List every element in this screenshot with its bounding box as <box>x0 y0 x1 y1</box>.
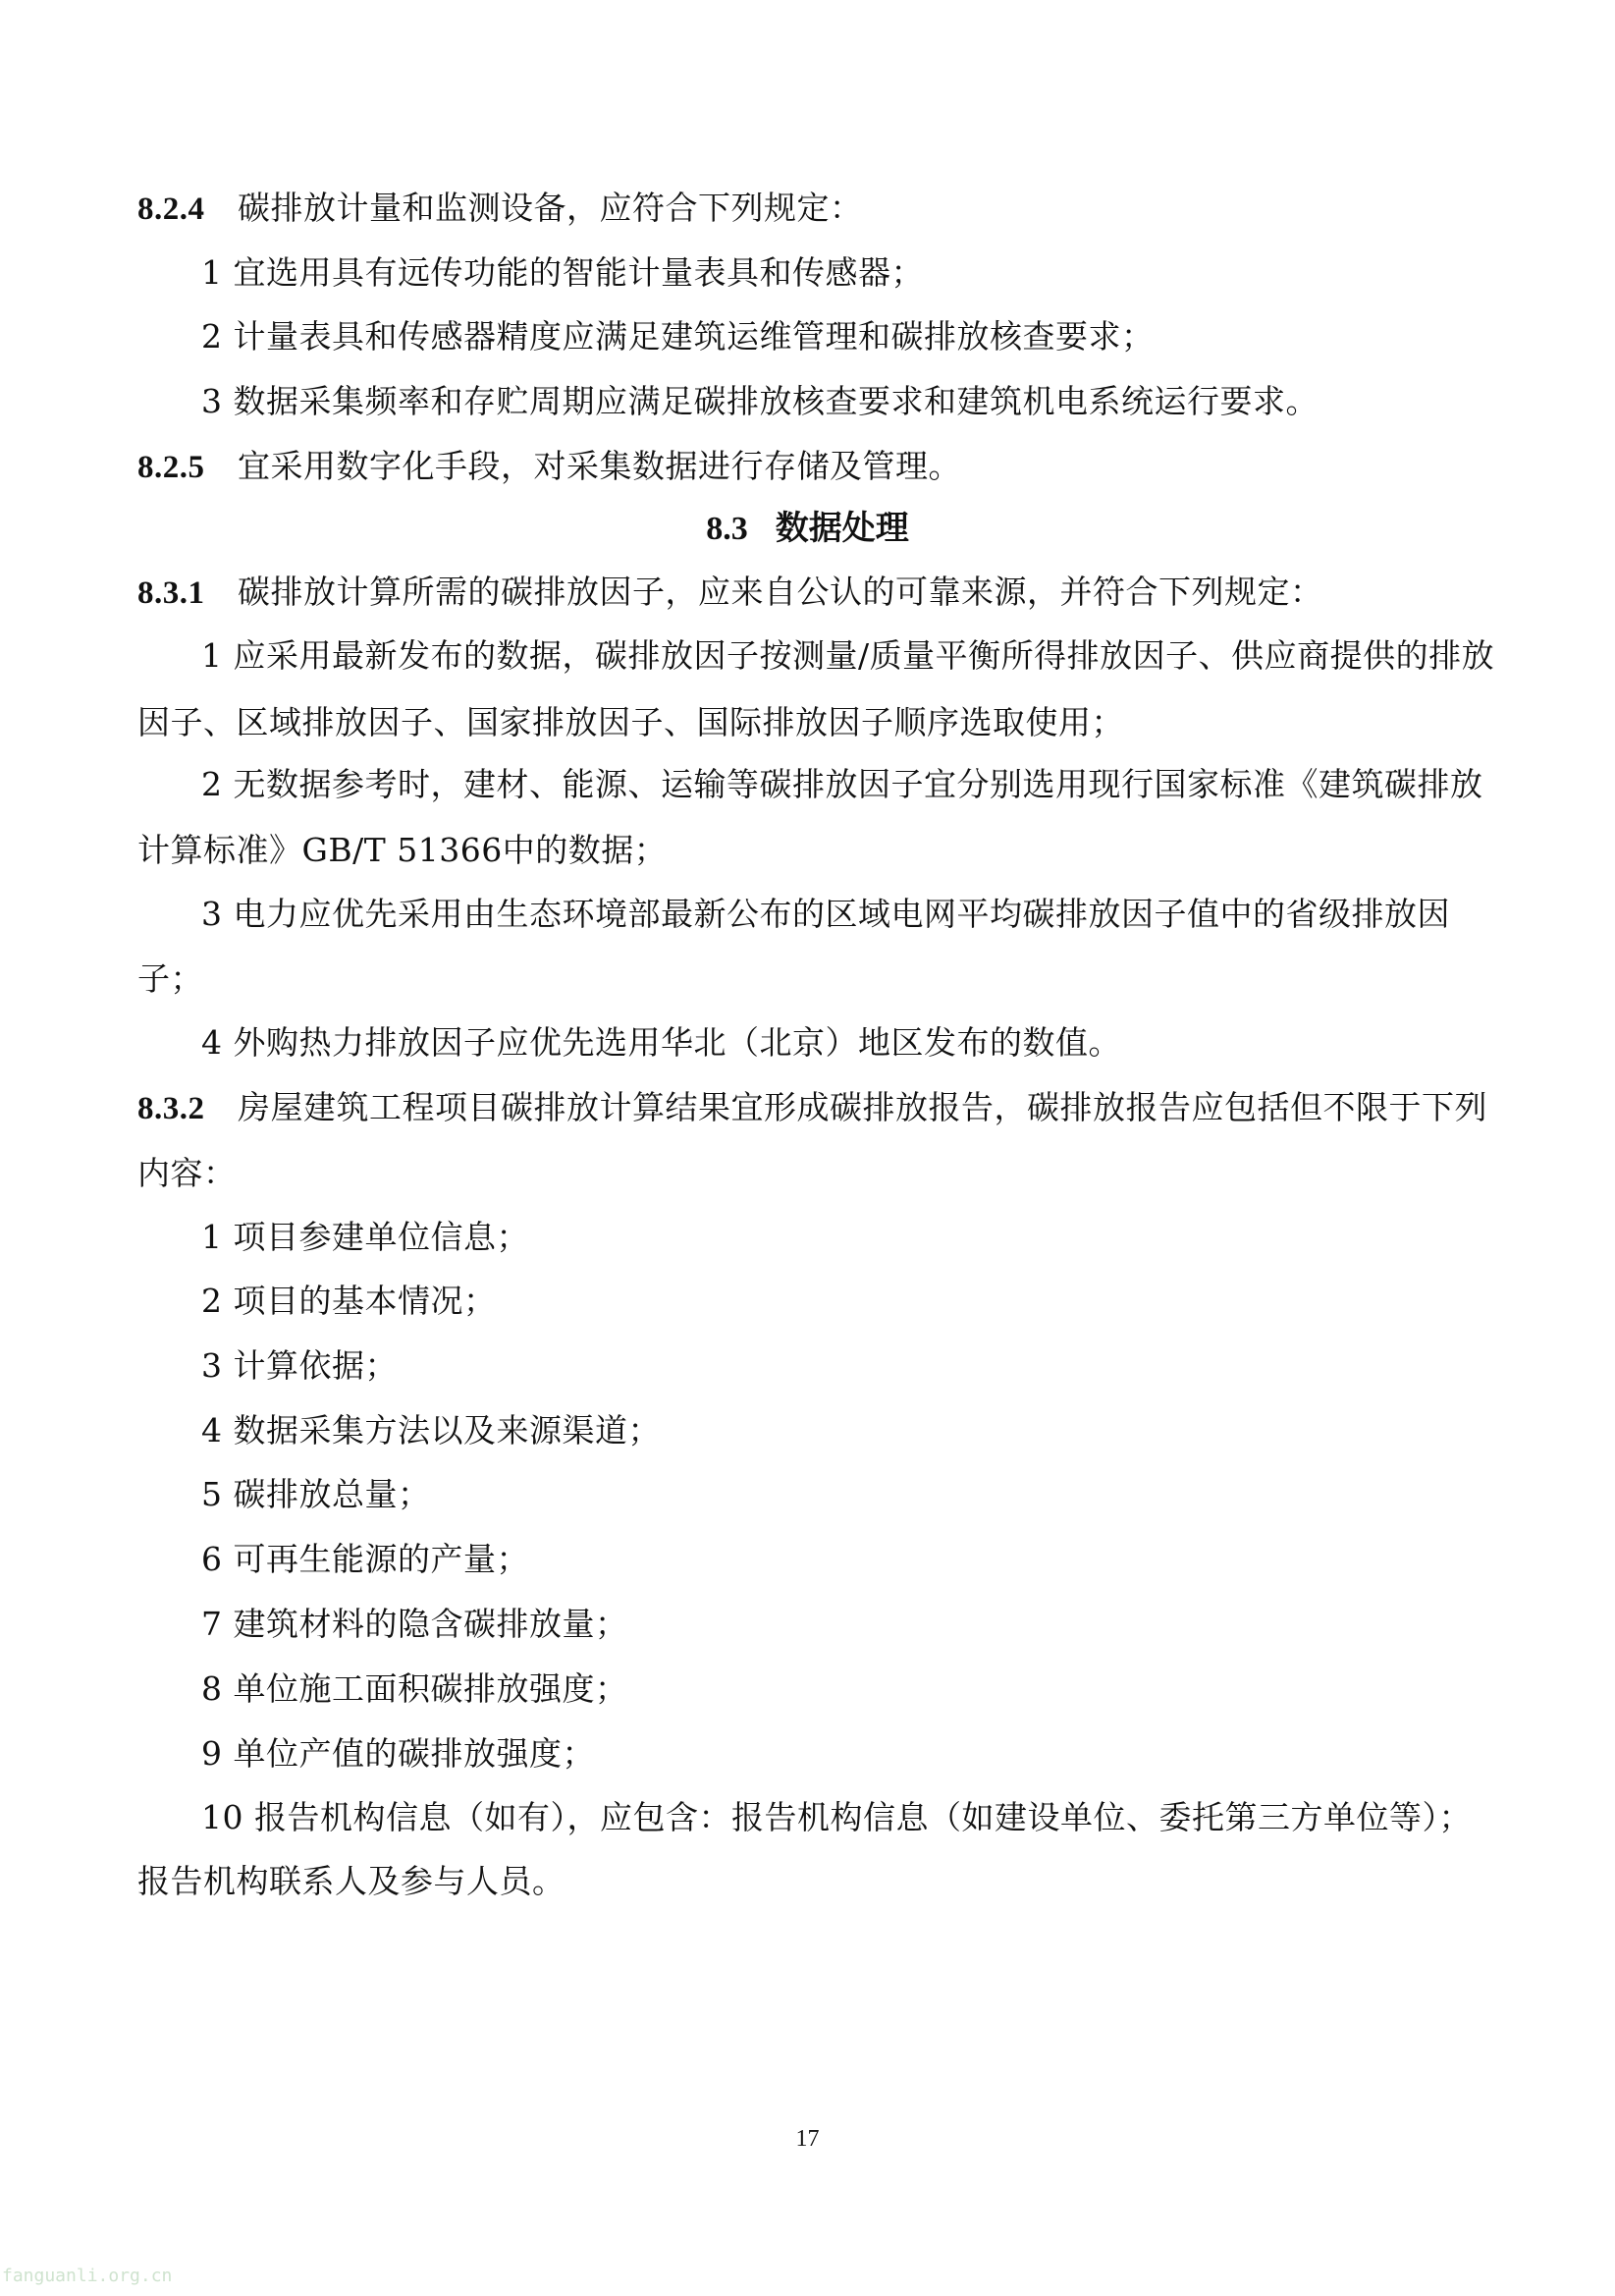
list-item: 5 碳排放总量； <box>201 1475 431 1513</box>
clause-text: 碳排放计算所需的碳排放因子，应来自公认的可靠来源，并符合下列规定： <box>238 573 1323 611</box>
list-item: 1 项目参建单位信息； <box>201 1218 529 1256</box>
list-item: 2 计量表具和传感器精度应满足建筑运维管理和碳排放核查要求； <box>201 317 1155 355</box>
list-item: 4 数据采集方法以及来源渠道； <box>201 1411 661 1449</box>
list-item: 9 单位产值的碳排放强度； <box>201 1734 595 1773</box>
clause-text: 房屋建筑工程项目碳排放计算结果宜形成碳排放报告，碳排放报告应包括但不限于下列 <box>238 1088 1487 1126</box>
section-number: 8.3 <box>706 511 748 547</box>
list-item: 7 建筑材料的隐含碳排放量； <box>201 1605 628 1643</box>
clause-continuation: 内容： <box>137 1154 237 1192</box>
clause-number: 8.3.2 <box>137 1091 205 1126</box>
list-item: 3 数据采集频率和存贮周期应满足碳排放核查要求和建筑机电系统运行要求。 <box>201 382 1319 420</box>
list-item-continuation: 计算标准》GB/T 51366中的数据； <box>137 831 668 869</box>
clause-number: 8.2.4 <box>137 191 205 227</box>
list-item: 1 宜选用具有远传功能的智能计量表具和传感器； <box>201 253 924 292</box>
list-item: 8 单位施工面积碳排放强度； <box>201 1669 628 1708</box>
list-item: 6 可再生能源的产量； <box>201 1540 529 1578</box>
section-heading <box>0 509 1615 549</box>
list-item: 2 无数据参考时，建材、能源、运输等碳排放因子宜分别选用现行国家标准《建筑碳排放 <box>201 765 1483 803</box>
list-item-continuation: 报告机构联系人及参与人员。 <box>137 1862 565 1900</box>
clause-8-3-1 <box>137 573 1492 613</box>
list-item: 2 项目的基本情况； <box>201 1282 497 1320</box>
clause-number: 8.3.1 <box>137 575 205 611</box>
watermark: fanguanli.org.cn <box>2 2266 173 2286</box>
clause-text: 碳排放计量和监测设备，应符合下列规定： <box>238 189 863 227</box>
list-item: 3 计算依据； <box>201 1346 398 1385</box>
clause-text: 宜采用数字化手段，对采集数据进行存储及管理。 <box>238 447 961 485</box>
clause-8-2-5 <box>137 447 1492 487</box>
list-item: 3 电力应优先采用由生态环境部最新公布的区域电网平均碳排放因子值中的省级排放因 <box>201 895 1450 933</box>
list-item-continuation: 因子、区域排放因子、国家排放因子、国际排放因子顺序选取使用； <box>137 703 1124 741</box>
section-title: 数据处理 <box>775 509 909 548</box>
page-number: 17 <box>795 2126 820 2152</box>
clause-8-2-4 <box>137 189 1492 229</box>
list-item: 10 报告机构信息（如有），应包含：报告机构信息（如建设单位、委托第三方单位等）； <box>201 1798 1472 1836</box>
clause-number: 8.2.5 <box>137 450 205 485</box>
clause-8-3-2 <box>137 1088 1492 1128</box>
list-item-continuation: 子； <box>137 959 203 998</box>
list-item: 1 应采用最新发布的数据，碳排放因子按测量/质量平衡所得排放因子、供应商提供的排放 <box>201 636 1495 675</box>
list-item: 4 外购热力排放因子应优先选用华北（北京）地区发布的数值。 <box>201 1023 1121 1062</box>
